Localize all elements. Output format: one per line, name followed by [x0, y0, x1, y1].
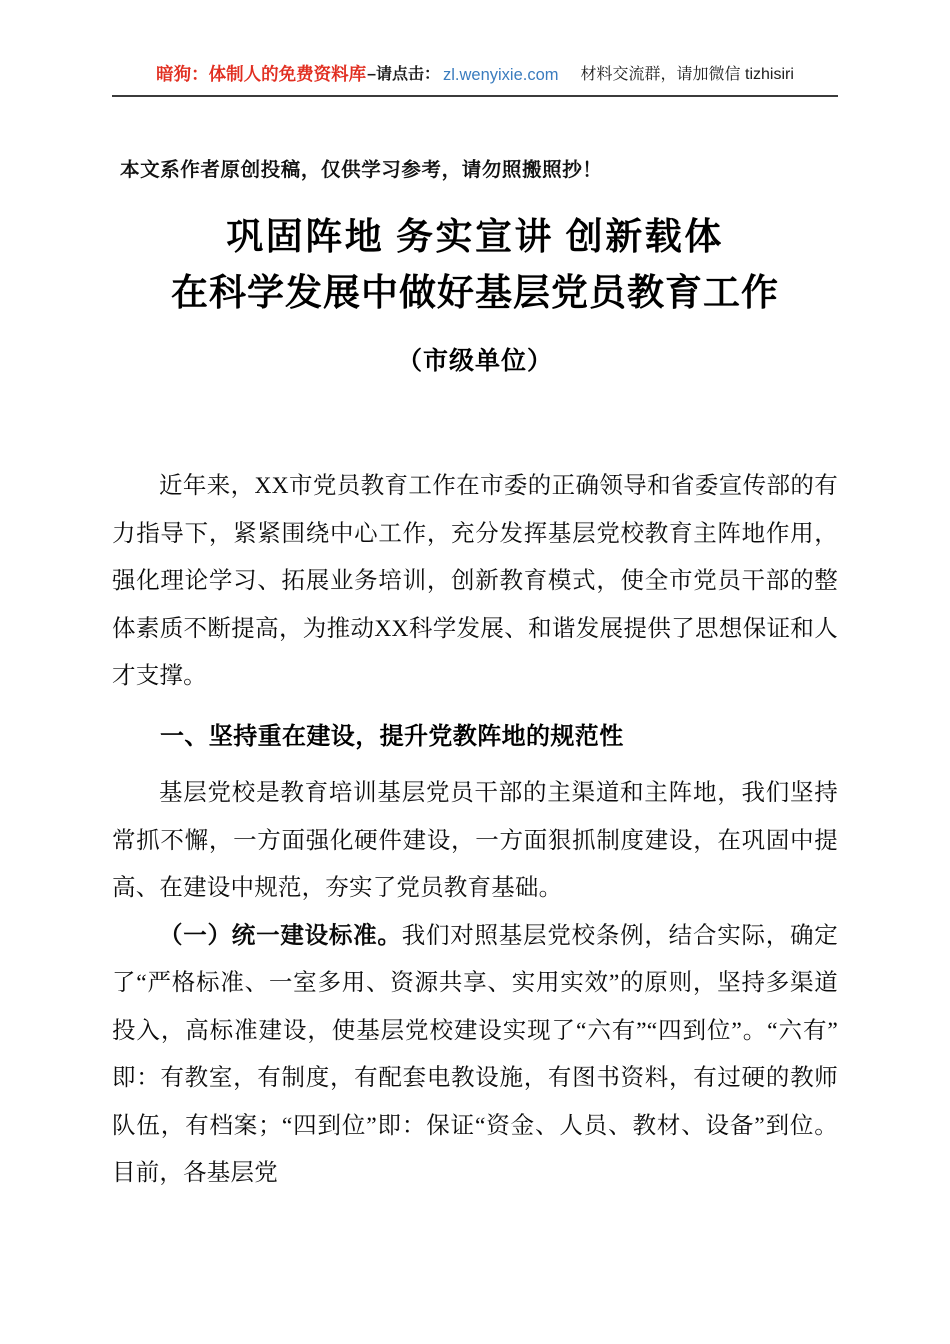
page-subtitle: （市级单位） — [396, 348, 553, 376]
header-divider-rule — [112, 95, 838, 97]
promo-click-prompt: –请点击： — [367, 66, 440, 83]
title-line-1: 巩固阵地 务实宣讲 创新载体 — [226, 217, 724, 258]
copyright-notice: 本文系作者原创投稿，仅供学习参考，请勿照搬照抄！ — [120, 160, 603, 181]
promo-website-link[interactable]: zl.wenyixie.com — [443, 65, 559, 84]
paragraph-intro: 近年来，XX市党员教育工作在市委的正确领导和省委宣传部的有力指导下，紧紧围绕中心工作，充分发挥基层党校教育主阵地作用，强化理论学习、拓展业务培训，创新教育模式，使全市党员干部的整体素质不断提高，为推动XX科学发展、和谐发展提供了思想保证和人才支撑。 — [112, 473, 838, 690]
title-line-2: 在科学发展中做好基层党员教育工作 — [171, 273, 779, 315]
paragraph-section1-intro: 基层党校是教育培训基层党员干部的主渠道和主阵地，我们坚持常抓不懈，一方面强化硬件建设，一方面狠抓制度建设，在巩固中提高、在建设中规范，夯实了党员教育基础。 — [112, 780, 838, 902]
document-body — [112, 463, 838, 1198]
promo-wechat-text: 材料交流群，请加微信 tizhisiri — [580, 66, 794, 83]
subsection-lead-label: （一）统一建设标准。 — [159, 922, 402, 949]
section-heading-1: 一、坚持重在建设，提升党教阵地的规范性 — [160, 722, 624, 750]
subsection-body-text: 我们对照基层党校条例，结合实际，确定了“严格标准、一室多用、资源共享、实用实效”的原则，坚持多渠道投入，高标准建设，使基层党校建设实现了“六有”“四到位”。“六有”即：有教室，有制度，有配套电教设施，有图书资料，有过硬的教师队伍，有档案；“四到位”即：保证“资金、人员、教材、设备”到位。目前，各基层党 — [112, 922, 838, 1187]
page-title — [112, 210, 838, 322]
paragraph-subsection-1 — [112, 913, 838, 1198]
promo-header-banner — [112, 58, 838, 92]
promo-brand-text: 暗狗：体制人的免费资料库 — [156, 64, 367, 85]
